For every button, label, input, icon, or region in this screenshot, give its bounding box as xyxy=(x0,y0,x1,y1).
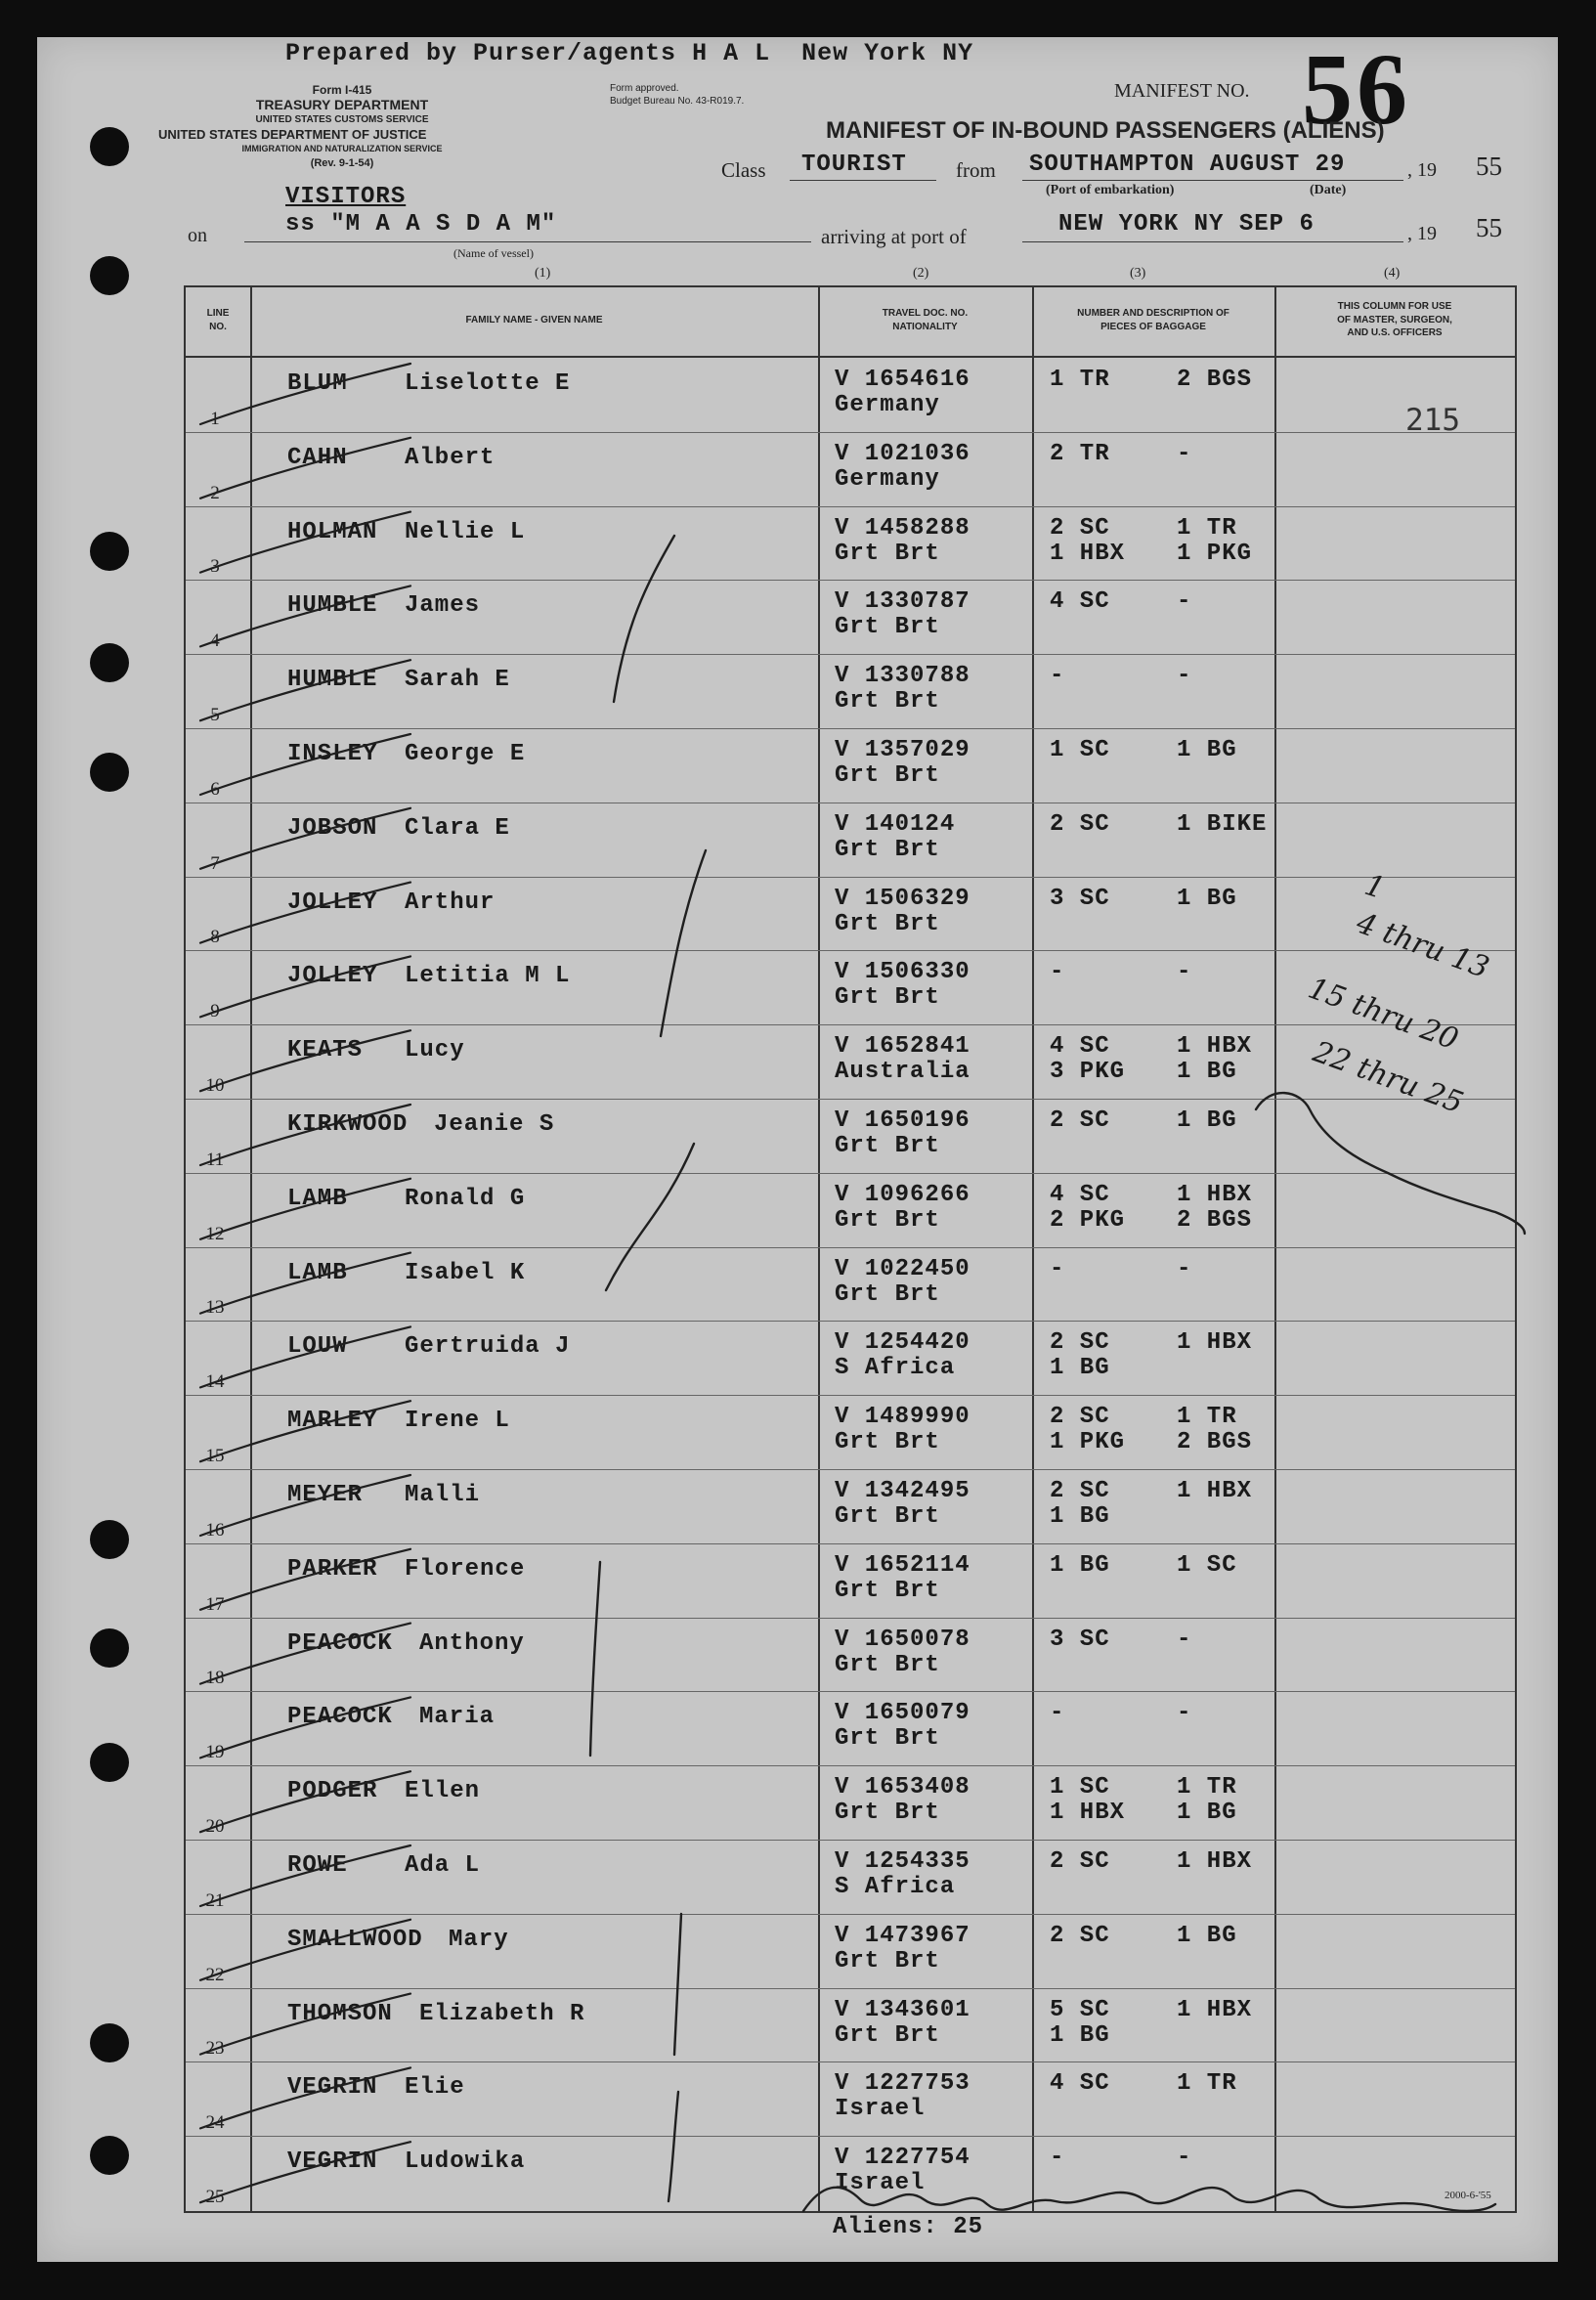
line-number: 9 xyxy=(210,1001,220,1022)
travel-doc-no: V 1227753 xyxy=(835,2070,971,2098)
given-name: Arthur xyxy=(405,889,496,916)
baggage-2: 1 BG xyxy=(1050,2021,1110,2049)
col-num-2: (2) xyxy=(913,266,929,281)
punch-hole xyxy=(90,753,129,792)
baggage-3: - xyxy=(1177,1700,1192,1727)
punch-hole xyxy=(90,256,129,295)
nationality: Grt Brt xyxy=(835,1725,940,1753)
travel-doc-no: V 1654616 xyxy=(835,367,971,393)
nationality: Grt Brt xyxy=(835,984,940,1012)
class-label: Class xyxy=(721,158,766,182)
revision: (Rev. 9-1-54) xyxy=(310,157,374,169)
nationality: Grt Brt xyxy=(835,540,940,567)
punch-hole xyxy=(90,532,129,571)
baggage-1: 5 SC xyxy=(1050,1996,1110,2023)
travel-doc-no: V 1473967 xyxy=(835,1922,971,1949)
given-name: Nellie L xyxy=(405,518,526,545)
nationality: Germany xyxy=(835,392,940,418)
family-name: MEYER xyxy=(287,1482,364,1508)
col-header-line-no: LINE NO. xyxy=(206,308,230,332)
travel-doc-no: V 1330788 xyxy=(835,663,971,690)
table-row xyxy=(186,1247,1515,1322)
family-name: THOMSON xyxy=(287,2000,393,2027)
baggage-3: 1 TR xyxy=(1177,514,1237,542)
vessel-name: ss "M A A S D A M" xyxy=(285,211,557,238)
line-number: 15 xyxy=(205,1445,225,1466)
baggage-1: 2 SC xyxy=(1050,1329,1110,1357)
justice-dept: UNITED STATES DEPARTMENT OF JUSTICE xyxy=(158,127,427,142)
baggage-1: 1 SC xyxy=(1050,1774,1110,1801)
baggage-2: 1 BG xyxy=(1050,1355,1110,1382)
officer-note: 1 xyxy=(1360,867,1390,907)
travel-doc-no: V 1254420 xyxy=(835,1329,971,1357)
travel-doc-no: V 1342495 xyxy=(835,1478,971,1504)
budget-bureau: Budget Bureau No. 43-R019.7. xyxy=(610,96,745,107)
baggage-2: 1 PKG xyxy=(1050,1429,1126,1456)
travel-doc-no: V 1506329 xyxy=(835,885,971,912)
arriving-label: arriving at port of xyxy=(821,225,967,248)
baggage-1: - xyxy=(1050,663,1065,690)
officer-notes xyxy=(1285,867,1539,1163)
baggage-1: 4 SC xyxy=(1050,588,1110,616)
baggage-1: 2 SC xyxy=(1050,1478,1110,1504)
from-label: from xyxy=(956,158,996,182)
nationality: Grt Brt xyxy=(835,2021,940,2049)
given-name: Lucy xyxy=(405,1037,465,1064)
travel-doc-no: V 1653408 xyxy=(835,1774,971,1801)
given-name: Maria xyxy=(419,1704,496,1731)
family-name: HOLMAN xyxy=(287,518,378,545)
table-row xyxy=(186,358,1515,432)
baggage-3: 2 BGS xyxy=(1177,367,1253,393)
line-number: 19 xyxy=(205,1742,225,1763)
family-name: PODGER xyxy=(287,1778,378,1805)
line-number: 22 xyxy=(205,1964,225,1985)
line-number: 12 xyxy=(205,1223,225,1244)
line-number: 21 xyxy=(205,1889,225,1911)
col-header-travel: TRAVEL DOC. NO. NATIONALITY xyxy=(882,308,969,332)
table-row xyxy=(186,1321,1515,1395)
baggage-1: 2 SC xyxy=(1050,1848,1110,1875)
baggage-3: - xyxy=(1177,959,1192,986)
baggage-3: 1 TR xyxy=(1177,1404,1237,1431)
travel-doc-no: V 1254335 xyxy=(835,1848,971,1875)
nationality: S Africa xyxy=(835,1874,956,1900)
punch-hole xyxy=(90,2136,129,2175)
given-name: Mary xyxy=(449,1926,509,1953)
aliens-total: Aliens: 25 xyxy=(833,2214,984,2240)
given-name: Ludowika xyxy=(405,2148,526,2176)
nationality: Germany xyxy=(835,465,940,493)
customs-service: UNITED STATES CUSTOMS SERVICE xyxy=(255,114,429,125)
baggage-3: 1 HBX xyxy=(1177,1329,1253,1357)
travel-doc-no: V 1650078 xyxy=(835,1626,971,1653)
family-name: JOLLEY xyxy=(287,963,378,990)
col-num-4: (4) xyxy=(1384,266,1401,281)
family-name: MARLEY xyxy=(287,1408,378,1435)
punch-hole xyxy=(90,127,129,166)
nationality: Grt Brt xyxy=(835,1947,940,1975)
line-number: 8 xyxy=(210,927,220,948)
baggage-3: 1 TR xyxy=(1177,1774,1237,1801)
travel-doc-no: V 1506330 xyxy=(835,959,971,986)
form-code: 2000-6-'55 xyxy=(1445,2190,1491,2201)
year-value: 55 xyxy=(1476,152,1502,181)
baggage-1: - xyxy=(1050,1255,1065,1282)
given-name: George E xyxy=(405,741,526,767)
nationality: Grt Brt xyxy=(835,762,940,789)
baggage-3: - xyxy=(1177,2145,1192,2172)
manifest-title: MANIFEST OF IN-BOUND PASSENGERS (ALIENS) xyxy=(826,117,1385,144)
manifest-table xyxy=(184,285,1517,2213)
table-row xyxy=(186,506,1515,581)
baggage-1: 2 SC xyxy=(1050,514,1110,542)
table-row xyxy=(186,1914,1515,1988)
travel-doc-no: V 1021036 xyxy=(835,440,971,467)
family-name: LAMB xyxy=(287,1259,348,1286)
line-number: 7 xyxy=(210,852,220,874)
nationality: Grt Brt xyxy=(835,1800,940,1827)
punch-hole xyxy=(90,643,129,682)
line-number: 14 xyxy=(205,1371,225,1393)
baggage-3: - xyxy=(1177,588,1192,616)
punch-hole xyxy=(90,1520,129,1559)
form-approved-label: Form approved. xyxy=(610,83,679,94)
nationality: Grt Brt xyxy=(835,1651,940,1678)
table-row xyxy=(186,1988,1515,2062)
nationality: Israel xyxy=(835,2170,926,2197)
baggage-3: 1 BG xyxy=(1177,1107,1237,1134)
nationality: Grt Brt xyxy=(835,910,940,937)
baggage-3: - xyxy=(1177,663,1192,690)
given-name: Florence xyxy=(405,1555,526,1583)
baggage-3: 1 BG xyxy=(1177,737,1237,763)
baggage-2: 1 BG xyxy=(1050,1503,1110,1530)
family-name: LOUW xyxy=(287,1333,348,1361)
baggage-3: 1 HBX xyxy=(1177,1181,1253,1208)
baggage-2: 1 HBX xyxy=(1050,540,1126,567)
visitors-label: VISITORS xyxy=(285,184,407,210)
family-name: INSLEY xyxy=(287,741,378,767)
table-row xyxy=(186,580,1515,654)
travel-doc-no: V 1650079 xyxy=(835,1700,971,1727)
baggage-3: - xyxy=(1177,1626,1192,1653)
line-number: 18 xyxy=(205,1668,225,1689)
arriving-year-label: , 19 xyxy=(1407,223,1437,244)
arriving-value: NEW YORK NY SEP 6 xyxy=(1058,211,1315,238)
given-name: Isabel K xyxy=(405,1259,526,1286)
nationality: Grt Brt xyxy=(835,1429,940,1456)
given-name: Elie xyxy=(405,2074,465,2102)
table-row xyxy=(186,432,1515,506)
family-name: HUMBLE xyxy=(287,592,378,620)
family-name: CAHN xyxy=(287,444,348,471)
baggage-4: 1 PKG xyxy=(1177,540,1253,567)
table-row xyxy=(186,2061,1515,2136)
baggage-4: 2 BGS xyxy=(1177,1206,1253,1234)
class-underline xyxy=(790,180,936,181)
nationality: Grt Brt xyxy=(835,688,940,716)
nationality: Grt Brt xyxy=(835,1503,940,1530)
travel-doc-no: V 1343601 xyxy=(835,1996,971,2023)
nationality: Grt Brt xyxy=(835,1577,940,1604)
given-name: Ronald G xyxy=(405,1185,526,1212)
family-name: BLUM xyxy=(287,370,348,397)
baggage-1: 4 SC xyxy=(1050,1181,1110,1208)
family-name: PEACOCK xyxy=(287,1704,393,1731)
given-name: Liselotte E xyxy=(405,370,571,397)
baggage-2: 2 PKG xyxy=(1050,1206,1126,1234)
baggage-1: 4 SC xyxy=(1050,1033,1110,1061)
table-row xyxy=(186,1840,1515,1914)
officer-note: 4 thru 13 xyxy=(1352,905,1494,986)
table-row xyxy=(186,1469,1515,1543)
date-caption: (Date) xyxy=(1310,183,1347,197)
travel-doc-no: V 1096266 xyxy=(835,1181,971,1208)
family-name: PEACOCK xyxy=(287,1629,393,1657)
officer-note: 22 thru 25 xyxy=(1308,1034,1468,1121)
travel-doc-no: V 1652114 xyxy=(835,1551,971,1579)
form-block xyxy=(147,83,538,171)
col-header-name: FAMILY NAME - GIVEN NAME xyxy=(465,315,603,325)
given-name: Jeanie S xyxy=(434,1111,555,1138)
line-number: 16 xyxy=(205,1519,225,1541)
manifest-number: 56 xyxy=(1302,33,1411,146)
baggage-3: 1 BG xyxy=(1177,885,1237,912)
baggage-3: 1 HBX xyxy=(1177,1033,1253,1061)
punch-hole xyxy=(90,1628,129,1668)
baggage-1: 2 TR xyxy=(1050,440,1110,467)
table-row xyxy=(186,1691,1515,1765)
table-row xyxy=(186,1618,1515,1692)
from-value: SOUTHAMPTON AUGUST 29 xyxy=(1029,152,1346,178)
baggage-1: 1 TR xyxy=(1050,367,1110,393)
prepared-by: Prepared by Purser/agents H A L New York NY xyxy=(285,39,974,67)
punch-hole xyxy=(90,2023,129,2062)
baggage-3: 1 HBX xyxy=(1177,1478,1253,1504)
baggage-1: - xyxy=(1050,959,1065,986)
table-row xyxy=(186,1173,1515,1247)
baggage-3: 1 HBX xyxy=(1177,1848,1253,1875)
nationality: Grt Brt xyxy=(835,1133,940,1159)
given-name: Ada L xyxy=(405,1852,481,1879)
nationality: Israel xyxy=(835,2096,926,2123)
family-name: JOLLEY xyxy=(287,889,378,916)
given-name: Irene L xyxy=(405,1408,510,1435)
table-row xyxy=(186,654,1515,728)
baggage-1: - xyxy=(1050,1700,1065,1727)
baggage-4: 2 BGS xyxy=(1177,1429,1253,1456)
arriving-underline xyxy=(1022,241,1403,242)
given-name: Elizabeth R xyxy=(419,2000,585,2027)
form-number: Form I-415 xyxy=(312,83,372,97)
officer-stamp: 215 xyxy=(1405,403,1460,438)
given-name: Albert xyxy=(405,444,496,471)
line-number: 13 xyxy=(205,1297,225,1319)
table-row xyxy=(186,1765,1515,1840)
nationality: Grt Brt xyxy=(835,614,940,641)
table-row xyxy=(186,1543,1515,1618)
family-name: KIRKWOOD xyxy=(287,1111,409,1138)
travel-doc-no: V 1650196 xyxy=(835,1107,971,1134)
travel-doc-no: V 1330787 xyxy=(835,588,971,616)
baggage-1: 2 SC xyxy=(1050,1922,1110,1949)
baggage-1: 1 SC xyxy=(1050,737,1110,763)
baggage-3: - xyxy=(1177,440,1192,467)
ins-service: IMMIGRATION AND NATURALIZATION SERVICE xyxy=(241,144,443,153)
given-name: Letitia M L xyxy=(405,963,571,990)
line-number: 6 xyxy=(210,778,220,800)
officer-note: 15 thru 20 xyxy=(1303,971,1463,1058)
line-number: 20 xyxy=(205,1815,225,1837)
form-approved xyxy=(610,82,744,108)
given-name: Anthony xyxy=(419,1629,525,1657)
on-label: on xyxy=(188,225,207,246)
baggage-3: 1 TR xyxy=(1177,2070,1237,2098)
col-header-baggage: NUMBER AND DESCRIPTION OF PIECES OF BAGGAGE xyxy=(1077,308,1229,332)
baggage-1: 2 SC xyxy=(1050,1107,1110,1134)
line-number: 2 xyxy=(210,482,220,503)
baggage-2: 3 PKG xyxy=(1050,1059,1126,1086)
given-name: Ellen xyxy=(405,1778,481,1805)
given-name: Malli xyxy=(405,1482,481,1508)
treasury-dept: TREASURY DEPARTMENT xyxy=(255,97,429,112)
family-name: VEGRIN xyxy=(287,2148,378,2176)
given-name: Gertruida J xyxy=(405,1333,571,1361)
family-name: JOBSON xyxy=(287,814,378,842)
travel-doc-no: V 1022450 xyxy=(835,1255,971,1282)
nationality: Grt Brt xyxy=(835,1206,940,1234)
baggage-2: 1 HBX xyxy=(1050,1800,1126,1827)
baggage-3: - xyxy=(1177,1255,1192,1282)
baggage-1: 3 SC xyxy=(1050,1626,1110,1653)
nationality: Grt Brt xyxy=(835,836,940,863)
baggage-1: 3 SC xyxy=(1050,885,1110,912)
line-number: 11 xyxy=(205,1149,225,1170)
table-row xyxy=(186,728,1515,803)
family-name: SMALLWOOD xyxy=(287,1926,423,1953)
line-number: 23 xyxy=(205,2038,225,2060)
family-name: ROWE xyxy=(287,1852,348,1879)
line-number: 10 xyxy=(205,1074,225,1096)
baggage-3: 1 BG xyxy=(1177,1922,1237,1949)
baggage-4: 1 BG xyxy=(1177,1059,1237,1086)
travel-doc-no: V 1489990 xyxy=(835,1404,971,1431)
travel-doc-no: V 1227754 xyxy=(835,2145,971,2172)
travel-doc-no: V 1458288 xyxy=(835,514,971,542)
from-underline xyxy=(1022,180,1403,181)
travel-doc-no: V 140124 xyxy=(835,810,956,838)
line-number: 17 xyxy=(205,1593,225,1615)
baggage-4: 1 BG xyxy=(1177,1800,1237,1827)
baggage-3: 1 SC xyxy=(1177,1551,1237,1579)
family-name: PARKER xyxy=(287,1555,378,1583)
baggage-1: 1 BG xyxy=(1050,1551,1110,1579)
line-number: 25 xyxy=(205,2186,225,2207)
vessel-underline xyxy=(244,241,811,242)
class-value: TOURIST xyxy=(801,152,907,178)
line-number: 5 xyxy=(210,704,220,725)
col-num-1: (1) xyxy=(535,266,551,281)
baggage-1: 4 SC xyxy=(1050,2070,1110,2098)
family-name: LAMB xyxy=(287,1185,348,1212)
nationality: Grt Brt xyxy=(835,1280,940,1308)
table-row xyxy=(186,1395,1515,1469)
line-number: 4 xyxy=(210,630,220,652)
family-name: VEGRIN xyxy=(287,2074,378,2102)
baggage-1: 2 SC xyxy=(1050,1404,1110,1431)
baggage-3: 1 HBX xyxy=(1177,1996,1253,2023)
table-row xyxy=(186,803,1515,877)
line-number: 1 xyxy=(210,408,220,429)
year-label: , 19 xyxy=(1407,159,1437,181)
family-name: HUMBLE xyxy=(287,667,378,694)
given-name: James xyxy=(405,592,481,620)
arriving-year-value: 55 xyxy=(1476,213,1502,242)
family-name: KEATS xyxy=(287,1037,364,1064)
line-number: 24 xyxy=(205,2112,225,2134)
given-name: Sarah E xyxy=(405,667,510,694)
baggage-1: 2 SC xyxy=(1050,810,1110,838)
nationality: S Africa xyxy=(835,1355,956,1382)
vessel-caption: (Name of vessel) xyxy=(453,246,534,260)
baggage-1: - xyxy=(1050,2145,1065,2172)
line-number: 3 xyxy=(210,556,220,578)
travel-doc-no: V 1652841 xyxy=(835,1033,971,1061)
travel-doc-no: V 1357029 xyxy=(835,737,971,763)
table-row xyxy=(186,2136,1515,2210)
col-header-officers: THIS COLUMN FOR USE OF MASTER, SURGEON, AND U.S. OFFICERS xyxy=(1337,301,1452,338)
col-num-3: (3) xyxy=(1130,266,1146,281)
manifest-no-label: MANIFEST NO. xyxy=(1114,80,1250,102)
port-caption: (Port of embarkation) xyxy=(1046,183,1175,197)
baggage-3: 1 BIKE xyxy=(1177,810,1268,838)
punch-hole xyxy=(90,1743,129,1782)
nationality: Australia xyxy=(835,1059,971,1086)
given-name: Clara E xyxy=(405,814,510,842)
